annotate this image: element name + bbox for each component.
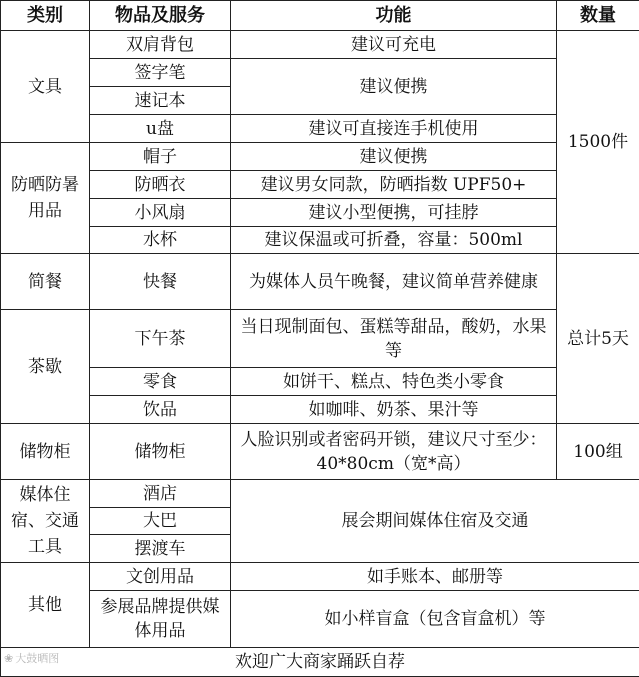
item-cell: 速记本: [90, 87, 231, 115]
function-cell: 展会期间媒体住宿及交通: [231, 480, 639, 563]
category-cell: 茶歇: [1, 310, 90, 424]
table-row: [1, 310, 639, 368]
wechat-icon: ❀: [4, 652, 13, 665]
table-row: [1, 368, 639, 396]
item-cell: 大巴: [90, 508, 231, 535]
table-row: [1, 254, 639, 310]
item-cell: 文创用品: [90, 563, 231, 591]
category-cell: 简餐: [1, 254, 90, 310]
table-row: [1, 563, 639, 591]
table-row: [1, 115, 639, 143]
header-function: 功能: [231, 1, 557, 31]
table-row: [1, 591, 639, 648]
item-cell: 下午茶: [90, 310, 231, 368]
function-cell: 建议可直接连手机使用: [231, 115, 557, 143]
item-cell: 水杯: [90, 227, 231, 254]
header-row: [1, 1, 639, 31]
item-cell: 储物柜: [90, 424, 231, 480]
item-cell: 参展品牌提供媒体用品: [90, 591, 231, 648]
item-cell: 双肩背包: [90, 31, 231, 59]
function-cell: 建议便携: [231, 59, 557, 115]
header-quantity: 数量: [557, 1, 639, 31]
table-row: [1, 480, 639, 508]
table-row: [1, 396, 639, 424]
table-row: [1, 143, 639, 171]
table-row: [1, 424, 639, 480]
footer-cell: 欢迎广大商家踊跃自荐: [1, 648, 639, 677]
item-cell: 饮品: [90, 396, 231, 424]
function-cell: 如咖啡、奶茶、果汁等: [231, 396, 557, 424]
header-category: 类别: [1, 1, 90, 31]
item-cell: 防晒衣: [90, 171, 231, 199]
item-cell: 零食: [90, 368, 231, 396]
item-cell: u盘: [90, 115, 231, 143]
item-cell: 快餐: [90, 254, 231, 310]
table-row: [1, 59, 639, 87]
function-cell: 人脸识别或者密码开锁，建议尺寸至少：40*80cm（宽*高）: [231, 424, 557, 480]
function-cell: 如小样盲盒（包含盲盒机）等: [231, 591, 639, 648]
table-row: [1, 227, 639, 254]
category-cell: 其他: [1, 563, 90, 648]
item-cell: 酒店: [90, 480, 231, 508]
category-cell: 文具: [1, 31, 90, 143]
function-cell: 建议便携: [231, 143, 557, 171]
quantity-cell: 100组: [557, 424, 639, 480]
function-cell: 如手账本、邮册等: [231, 563, 639, 591]
quantity-cell: 1500件: [557, 31, 639, 254]
function-cell: 为媒体人员午晚餐，建议简单营养健康: [231, 254, 557, 310]
footer-row: [1, 648, 639, 677]
item-cell: 帽子: [90, 143, 231, 171]
watermark-text: 大鼓晒图: [15, 652, 59, 665]
function-cell: 建议保温或可折叠，容量：500ml: [231, 227, 557, 254]
item-cell: 摆渡车: [90, 535, 231, 563]
item-cell: 小风扇: [90, 199, 231, 227]
category-cell: 媒体住宿、交通工具: [1, 480, 90, 563]
category-cell: 防晒防暑用品: [1, 143, 90, 254]
function-cell: 建议可充电: [231, 31, 557, 59]
function-cell: 建议男女同款，防晒指数 UPF50+: [231, 171, 557, 199]
function-cell: 当日现制面包、蛋糕等甜品，酸奶，水果等: [231, 310, 557, 368]
table-row: [1, 199, 639, 227]
header-item: 物品及服务: [90, 1, 231, 31]
item-cell: 签字笔: [90, 59, 231, 87]
function-cell: 建议小型便携，可挂脖: [231, 199, 557, 227]
table-row: [1, 171, 639, 199]
function-cell: 如饼干、糕点、特色类小零食: [231, 368, 557, 396]
quantity-cell: 总计5天: [557, 254, 639, 424]
table-row: [1, 31, 639, 59]
category-cell: 储物柜: [1, 424, 90, 480]
